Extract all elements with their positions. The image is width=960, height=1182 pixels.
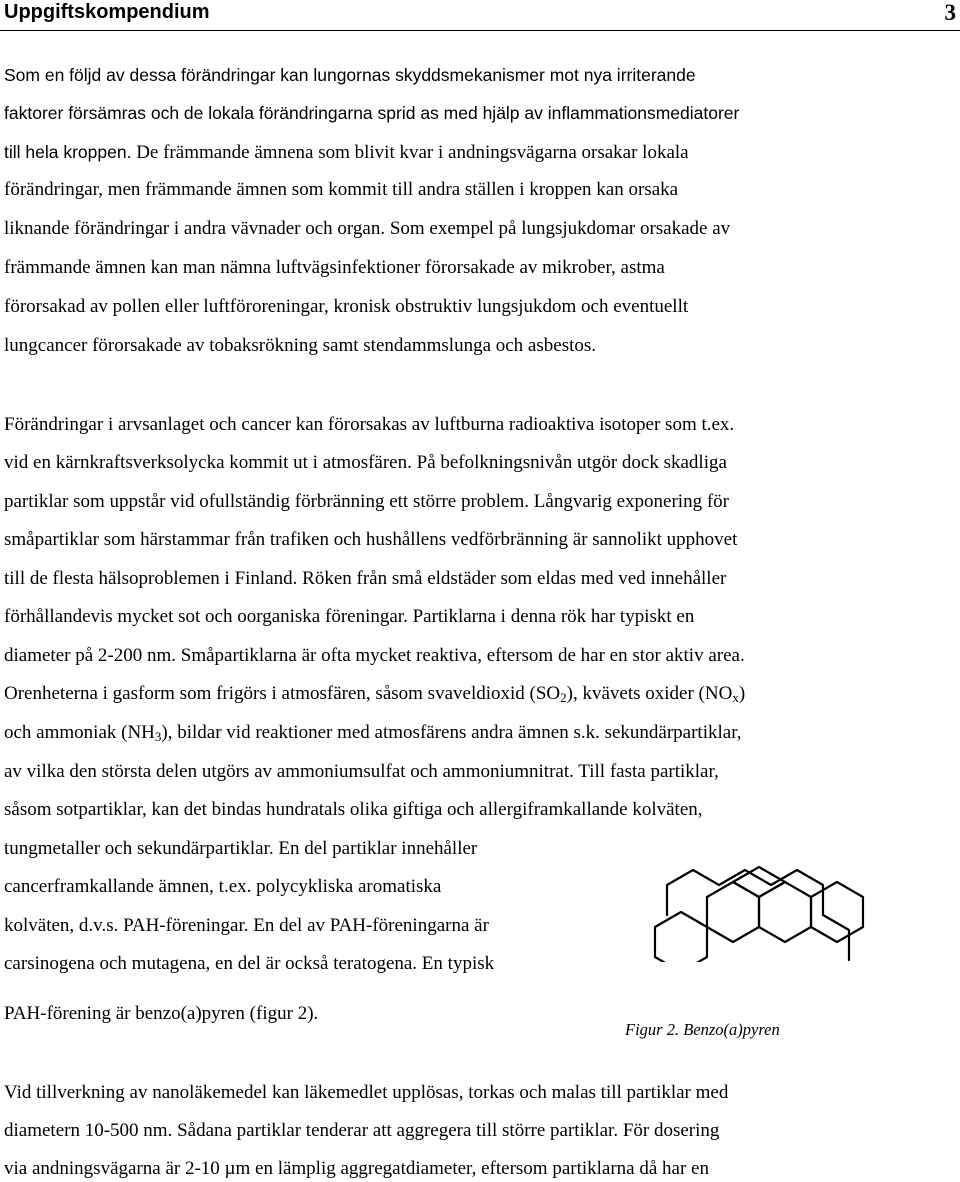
- text-line: Vid tillverkning av nanoläkemedel kan läkemedlet upplösas, torkas och malas till partiklar med: [4, 1082, 729, 1103]
- text-line: Orenheterna i gasform som frigörs i atmosfären, såsom svaveldioxid $(SO_2)$, kvävets oxider $(NO_x)$: [4, 683, 746, 705]
- text-line: förändringar, men främmande ämnen som kommit till andra ställen i kroppen kan orsaka: [4, 179, 679, 200]
- text-line: diameter på 2-200 nm. Småpartiklarna är ofta mycket reaktiva, eftersom de har en stor aktiv area.: [4, 645, 745, 666]
- benzo-a-pyrene-structure-figure: [612, 852, 892, 962]
- text-line: såsom sotpartiklar, kan det bindas hundratals olika giftiga och allergiframkallande kolväten,: [4, 799, 703, 820]
- text-line: till de flesta hälsoproblemen i Finland. Röken från små eldstäder som eldas med ved innehåller: [4, 568, 727, 589]
- text-line: Som en följd av dessa förändringar kan lungornas skyddsmekanismer mot nya irriterande: [4, 65, 696, 85]
- text-line: av vilka den största delen utgörs av ammoniumsulfat och ammoniumnitrat. Till fasta partiklar,: [4, 761, 719, 782]
- text-line: lungcancer förorsakade av tobaksrökning samt stendammslunga och asbestos.: [4, 335, 597, 356]
- text-line: via andningsvägarna är 2-10 µm en lämplig aggregatdiameter, eftersom partiklarna då har en: [4, 1158, 709, 1179]
- text-line: PAH-förening är benzo(a)pyren (figur 2).: [4, 1003, 319, 1024]
- page-number: 3: [944, 0, 956, 25]
- text-line: vid en kärnkraftsverksolycka kommit ut i atmosfären. På befolkningsnivån utgör dock skadliga: [4, 452, 727, 473]
- text-line: partiklar som uppstår vid ofullständig förbränning ett större problem. Långvarig exponering för: [4, 491, 729, 512]
- text-line: förhållandevis mycket sot och oorganiska föreningar. Partiklarna i denna rök har typiskt en: [4, 606, 695, 627]
- text-line: diametern 10-500 nm. Sådana partiklar tenderar att aggregera till större partiklar. För dosering: [4, 1120, 720, 1141]
- text-line: småpartiklar som härstammar från trafiken och hushållens vedförbränning är sannolikt upphovet: [4, 529, 738, 550]
- text-line: och ammoniak $(NH_3)$, bildar vid reaktioner med atmosfärens andra ämnen s.k. sekundärpartiklar,: [4, 722, 742, 744]
- text-line: faktorer försämras och de lokala förändringarna sprid as med hjälp av inflammationsmediatorer: [4, 103, 740, 123]
- text-line: liknande förändringar i andra vävnader och organ. Som exempel på lungsjukdomar orsakade av: [4, 218, 731, 239]
- text-line: till hela kroppen. De främmande ämnena som blivit kvar i andningsvägarna orsakar lokala: [4, 142, 689, 163]
- text-line: främmande ämnen kan man nämna luftvägsinfektioner förorsakade av mikrober, astma: [4, 257, 665, 278]
- text-line: förorsakad av pollen eller luftföroreningar, kronisk obstruktiv lungsjukdom och eventuellt: [4, 296, 689, 317]
- page-header: [0, 0, 960, 31]
- header-title: Uppgiftskompendium: [4, 1, 210, 23]
- text-line: tungmetaller och sekundärpartiklar. En del partiklar innehåller: [4, 838, 478, 859]
- text-line: Förändringar i arvsanlaget och cancer kan förorsakas av luftburna radioaktiva isotoper som t.ex.: [4, 414, 735, 435]
- text-line: kolväten, d.v.s. PAH-föreningar. En del av PAH-föreningarna är: [4, 915, 489, 936]
- text-line: cancerframkallande ämnen, t.ex. polycykliska aromatiska: [4, 876, 442, 897]
- figure-caption: Figur 2. Benzo(a)pyren: [625, 1020, 780, 1039]
- text-line: carsinogena och mutagena, en del är också teratogena. En typisk: [4, 953, 495, 974]
